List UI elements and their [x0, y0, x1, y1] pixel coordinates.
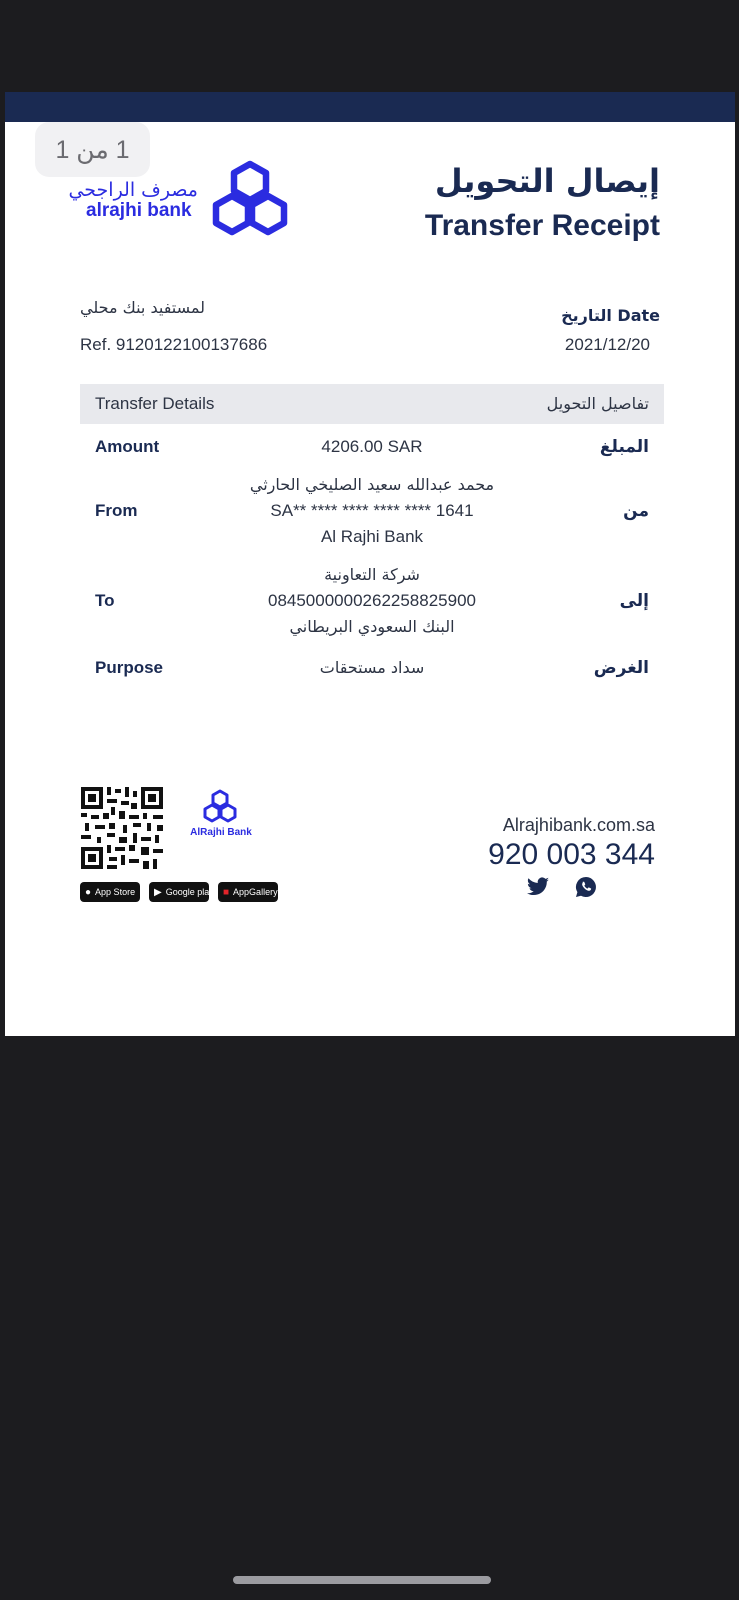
home-indicator[interactable]	[233, 1576, 491, 1584]
purpose-text: سداد مستحقات	[319, 658, 425, 677]
date-value: 2021/12/20	[564, 335, 650, 354]
receipt-document	[5, 92, 735, 1036]
beneficiary-type: لمستفيد بنك محلي	[80, 298, 206, 317]
recipient-account: 0845000000262258825900	[267, 591, 476, 610]
sender-bank: Al Rajhi Bank	[320, 527, 424, 546]
twitter-icon[interactable]	[526, 875, 550, 899]
app-name-label: AlRajhi Bank	[190, 827, 252, 838]
whatsapp-icon[interactable]	[574, 875, 598, 899]
play-icon: ▶	[154, 886, 162, 898]
amount-label-ar: المبلغ	[599, 437, 649, 457]
apple-icon: ●	[85, 886, 92, 898]
app-gallery-label: AppGallery	[233, 887, 278, 897]
transfer-details-header	[80, 384, 664, 424]
logo-english-text: alrajhi bank	[86, 200, 192, 221]
to-label-ar: إلى	[619, 591, 649, 611]
bank-website[interactable]: Alrajhibank.com.sa	[502, 815, 655, 835]
recipient-name: شركة التعاونية	[324, 565, 420, 584]
amount-row	[80, 434, 664, 460]
page-indicator: 1 من 1	[35, 122, 150, 177]
app-gallery-badge[interactable]	[218, 882, 278, 902]
from-label-en: From	[95, 501, 138, 520]
date-label: التاريخ Date	[561, 306, 660, 325]
receipt-title-english: Transfer Receipt	[424, 209, 660, 242]
section-title-arabic: تفاصيل التحويل	[546, 394, 649, 413]
recipient-bank: البنك السعودي البريطاني	[289, 617, 455, 636]
receipt-header-bar	[5, 92, 735, 122]
qr-code[interactable]	[81, 787, 163, 869]
purpose-row	[80, 655, 664, 681]
section-title-english: Transfer Details	[95, 394, 215, 413]
alrajhi-logo-mark-icon	[210, 160, 290, 240]
sender-name: محمد عبدالله سعيد الصليخي الحارثي	[249, 475, 495, 494]
google-play-label: Google play	[165, 887, 214, 897]
huawei-icon: ■	[223, 886, 230, 898]
from-value	[190, 472, 554, 550]
purpose-label-en: Purpose	[95, 658, 164, 677]
bank-phone[interactable]: 920 003 344	[488, 838, 655, 871]
to-value	[190, 562, 554, 640]
purpose-value	[190, 655, 554, 681]
amount-label-en: Amount	[95, 437, 160, 456]
amount-value: 4206.00 SAR	[321, 437, 423, 456]
to-row	[80, 562, 664, 642]
reference-number: Ref. 9120122100137686	[80, 335, 268, 354]
app-store-label: App Store	[95, 887, 136, 897]
app-store-badge[interactable]	[80, 882, 140, 902]
alrajhi-logo	[68, 160, 290, 240]
sender-account: SA** **** **** **** **** 1641	[270, 501, 474, 520]
receipt-title-arabic: إيصال التحويل	[434, 162, 660, 200]
from-label-ar: من	[623, 501, 649, 521]
to-label-en: To	[95, 591, 115, 610]
google-play-badge[interactable]	[149, 882, 214, 902]
from-row	[80, 472, 664, 552]
purpose-label-ar: الغرض	[593, 658, 649, 678]
logo-arabic-text: مصرف الراجحي	[68, 179, 198, 201]
